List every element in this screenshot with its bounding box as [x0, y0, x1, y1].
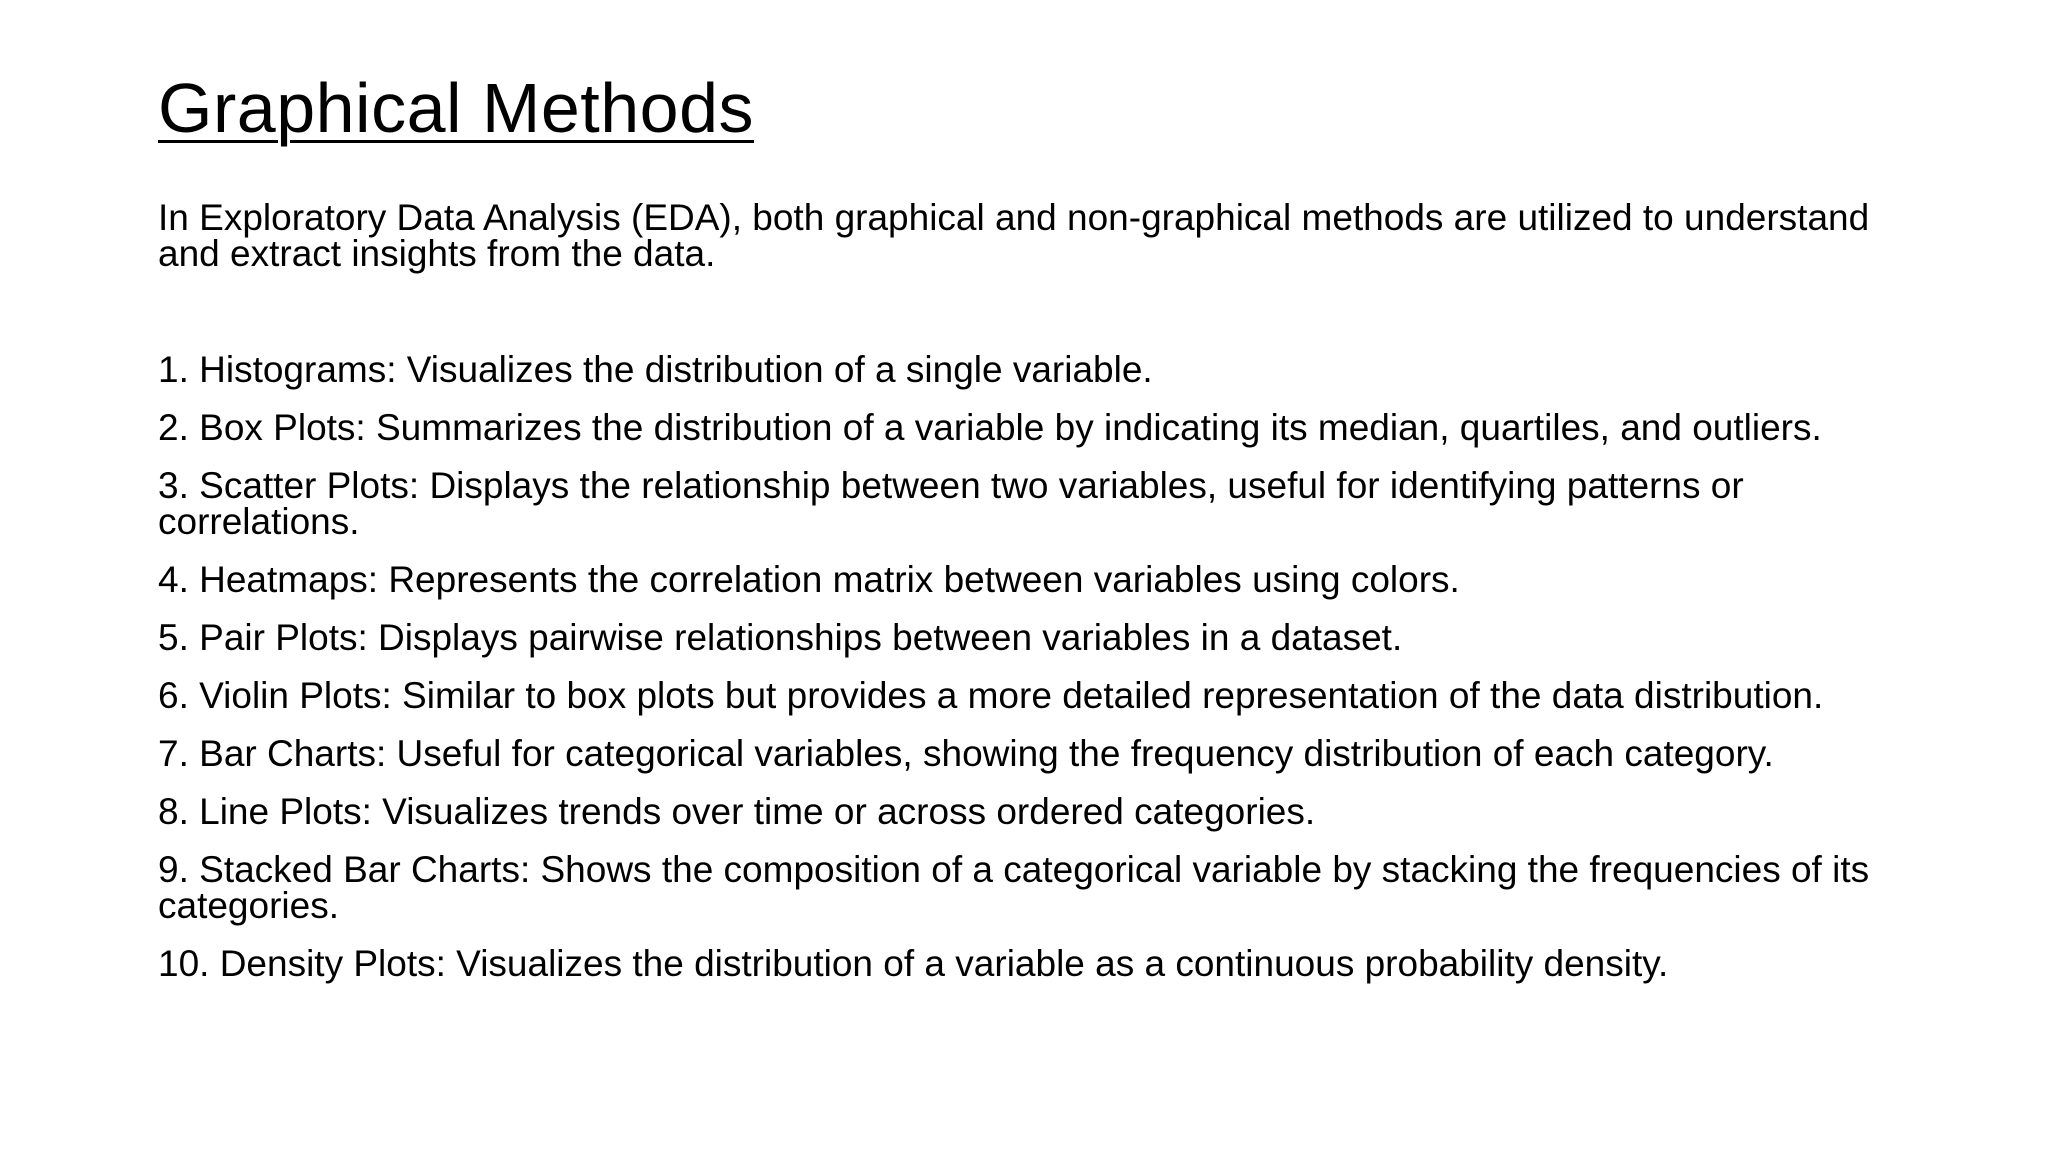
list-item: 9. Stacked Bar Charts: Shows the composition of a categorical variable by stacking the frequencies of its categories. — [158, 849, 1870, 926]
slide-body — [158, 197, 1918, 1004]
list-item: 5. Pair Plots: Displays pairwise relationships between variables in a dataset. — [158, 617, 1403, 658]
list-item: 6. Violin Plots: Similar to box plots but provides a more detailed representation of the data distribution. — [158, 675, 1824, 716]
intro-paragraph: In Exploratory Data Analysis (EDA), both graphical and non-graphical methods are utilized to understand and extract insights from the data. — [158, 197, 1870, 274]
list-item: 2. Box Plots: Summarizes the distribution of a variable by indicating its median, quartiles, and outliers. — [158, 407, 1822, 448]
slide-title: Graphical Methods — [158, 69, 755, 147]
list-item: 1. Histograms: Visualizes the distribution of a single variable. — [158, 349, 1153, 390]
list-item: 4. Heatmaps: Represents the correlation matrix between variables using colors. — [158, 559, 1460, 600]
list-item: 10. Density Plots: Visualizes the distribution of a variable as a continuous probability density. — [158, 943, 1669, 984]
list-item: 3. Scatter Plots: Displays the relationship between two variables, useful for identifying patterns or correlations. — [158, 465, 1744, 542]
list-item: 8. Line Plots: Visualizes trends over time or across ordered categories. — [158, 791, 1316, 832]
list-item: 7. Bar Charts: Useful for categorical variables, showing the frequency distribution of each category. — [158, 733, 1774, 774]
